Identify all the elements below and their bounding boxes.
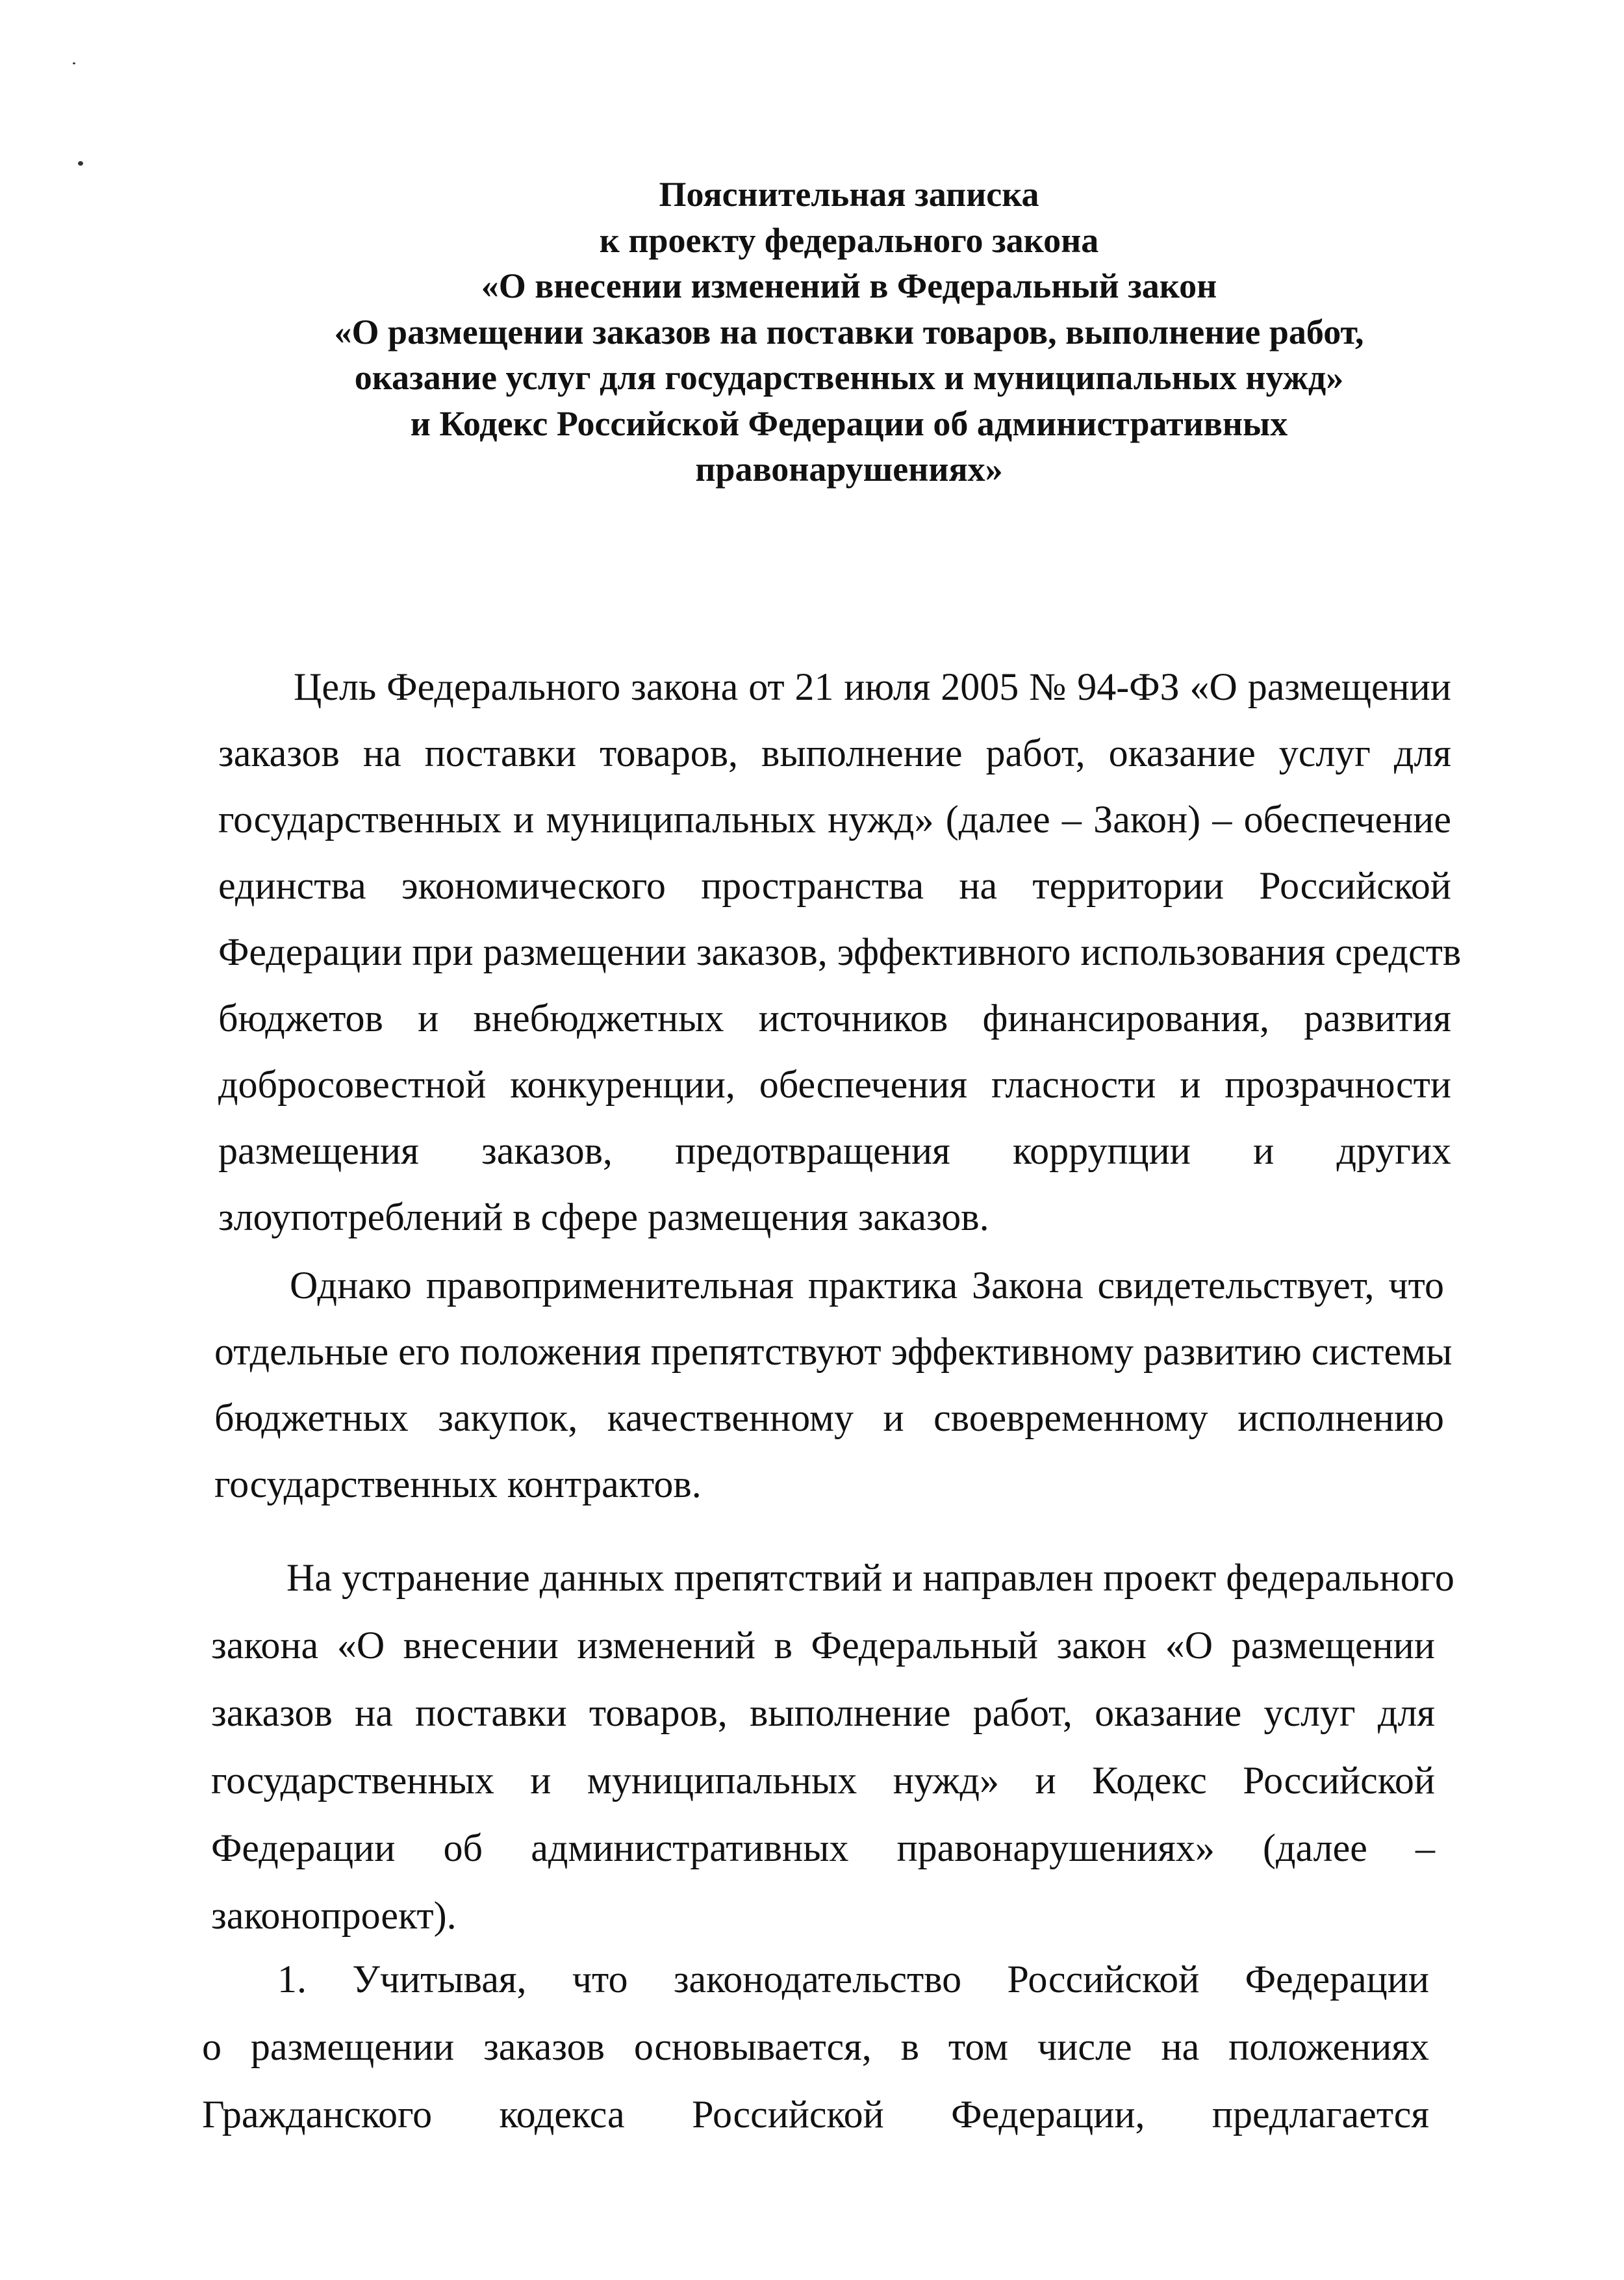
text-line: Гражданского кодекса Российской Федерации, предлагается	[202, 2093, 1429, 2136]
text-line: размещения заказов, предотвращения коррупции и других	[218, 1129, 1451, 1172]
text-line: государственных контрактов.	[214, 1463, 702, 1505]
title-line: «О внесении изменений в Федеральный закон	[481, 266, 1217, 305]
scan-speck	[73, 62, 75, 64]
text-line: о размещении заказов основывается, в том числе на положениях	[202, 2025, 1429, 2068]
text-line: бюджетов и внебюджетных источников финансирования, развития	[218, 997, 1451, 1040]
text-line: 1. Учитывая, что законодательство Российской Федерации	[277, 1958, 1429, 2001]
text-line: добросовестной конкуренции, обеспечения гласности и прозрачности	[218, 1063, 1451, 1106]
text-line: закона «О внесении изменений в Федеральный закон «О размещении	[211, 1624, 1435, 1667]
text-line: Федерации об административных правонарушениях» (далее –	[211, 1826, 1435, 1869]
document-title	[0, 172, 1624, 493]
text-line: Цель Федерального закона от 21 июля 2005 № 94-ФЗ «О размещении	[294, 665, 1451, 708]
title-line: правонарушениях»	[695, 450, 1003, 489]
text-line: законопроект).	[211, 1894, 457, 1937]
title-line: к проекту федерального закона	[599, 220, 1099, 260]
text-line: заказов на поставки товаров, выполнение работ, оказание услуг для	[211, 1691, 1435, 1734]
text-line: бюджетных закупок, качественному и своевременному исполнению	[214, 1396, 1444, 1439]
text-line: государственных и муниципальных нужд» и Кодекс Российской	[211, 1759, 1435, 1802]
title-line: Пояснительная записка	[659, 175, 1039, 214]
text-line: отдельные его положения препятствуют эффективному развитию системы	[214, 1330, 1453, 1373]
text-line: заказов на поставки товаров, выполнение работ, оказание услуг для	[218, 732, 1451, 775]
paragraph-draft-law	[211, 1544, 1454, 1949]
text-line: Однако правоприменительная практика Закона свидетельствует, что	[290, 1264, 1444, 1307]
paragraph-item-1	[202, 1945, 1429, 2148]
title-line: оказание услуг для государственных и муниципальных нужд»	[354, 358, 1344, 397]
text-line: злоупотреблений в сфере размещения заказов.	[218, 1196, 989, 1238]
scan-speck	[78, 161, 83, 166]
paragraph-purpose	[218, 654, 1462, 1250]
text-line: единства экономического пространства на территории Российской	[218, 864, 1451, 907]
paragraph-practice	[214, 1252, 1453, 1517]
text-line: государственных и муниципальных нужд» (далее – Закон) – обеспечение	[218, 798, 1451, 841]
text-line: Федерации при размещении заказов, эффективного использования средств	[218, 930, 1462, 973]
title-line: и Кодекс Российской Федерации об административных	[410, 403, 1288, 443]
text-line: На устранение данных препятствий и направлен проект федерального	[286, 1556, 1454, 1599]
title-line: «О размещении заказов на поставки товаров, выполнение работ,	[334, 312, 1364, 352]
